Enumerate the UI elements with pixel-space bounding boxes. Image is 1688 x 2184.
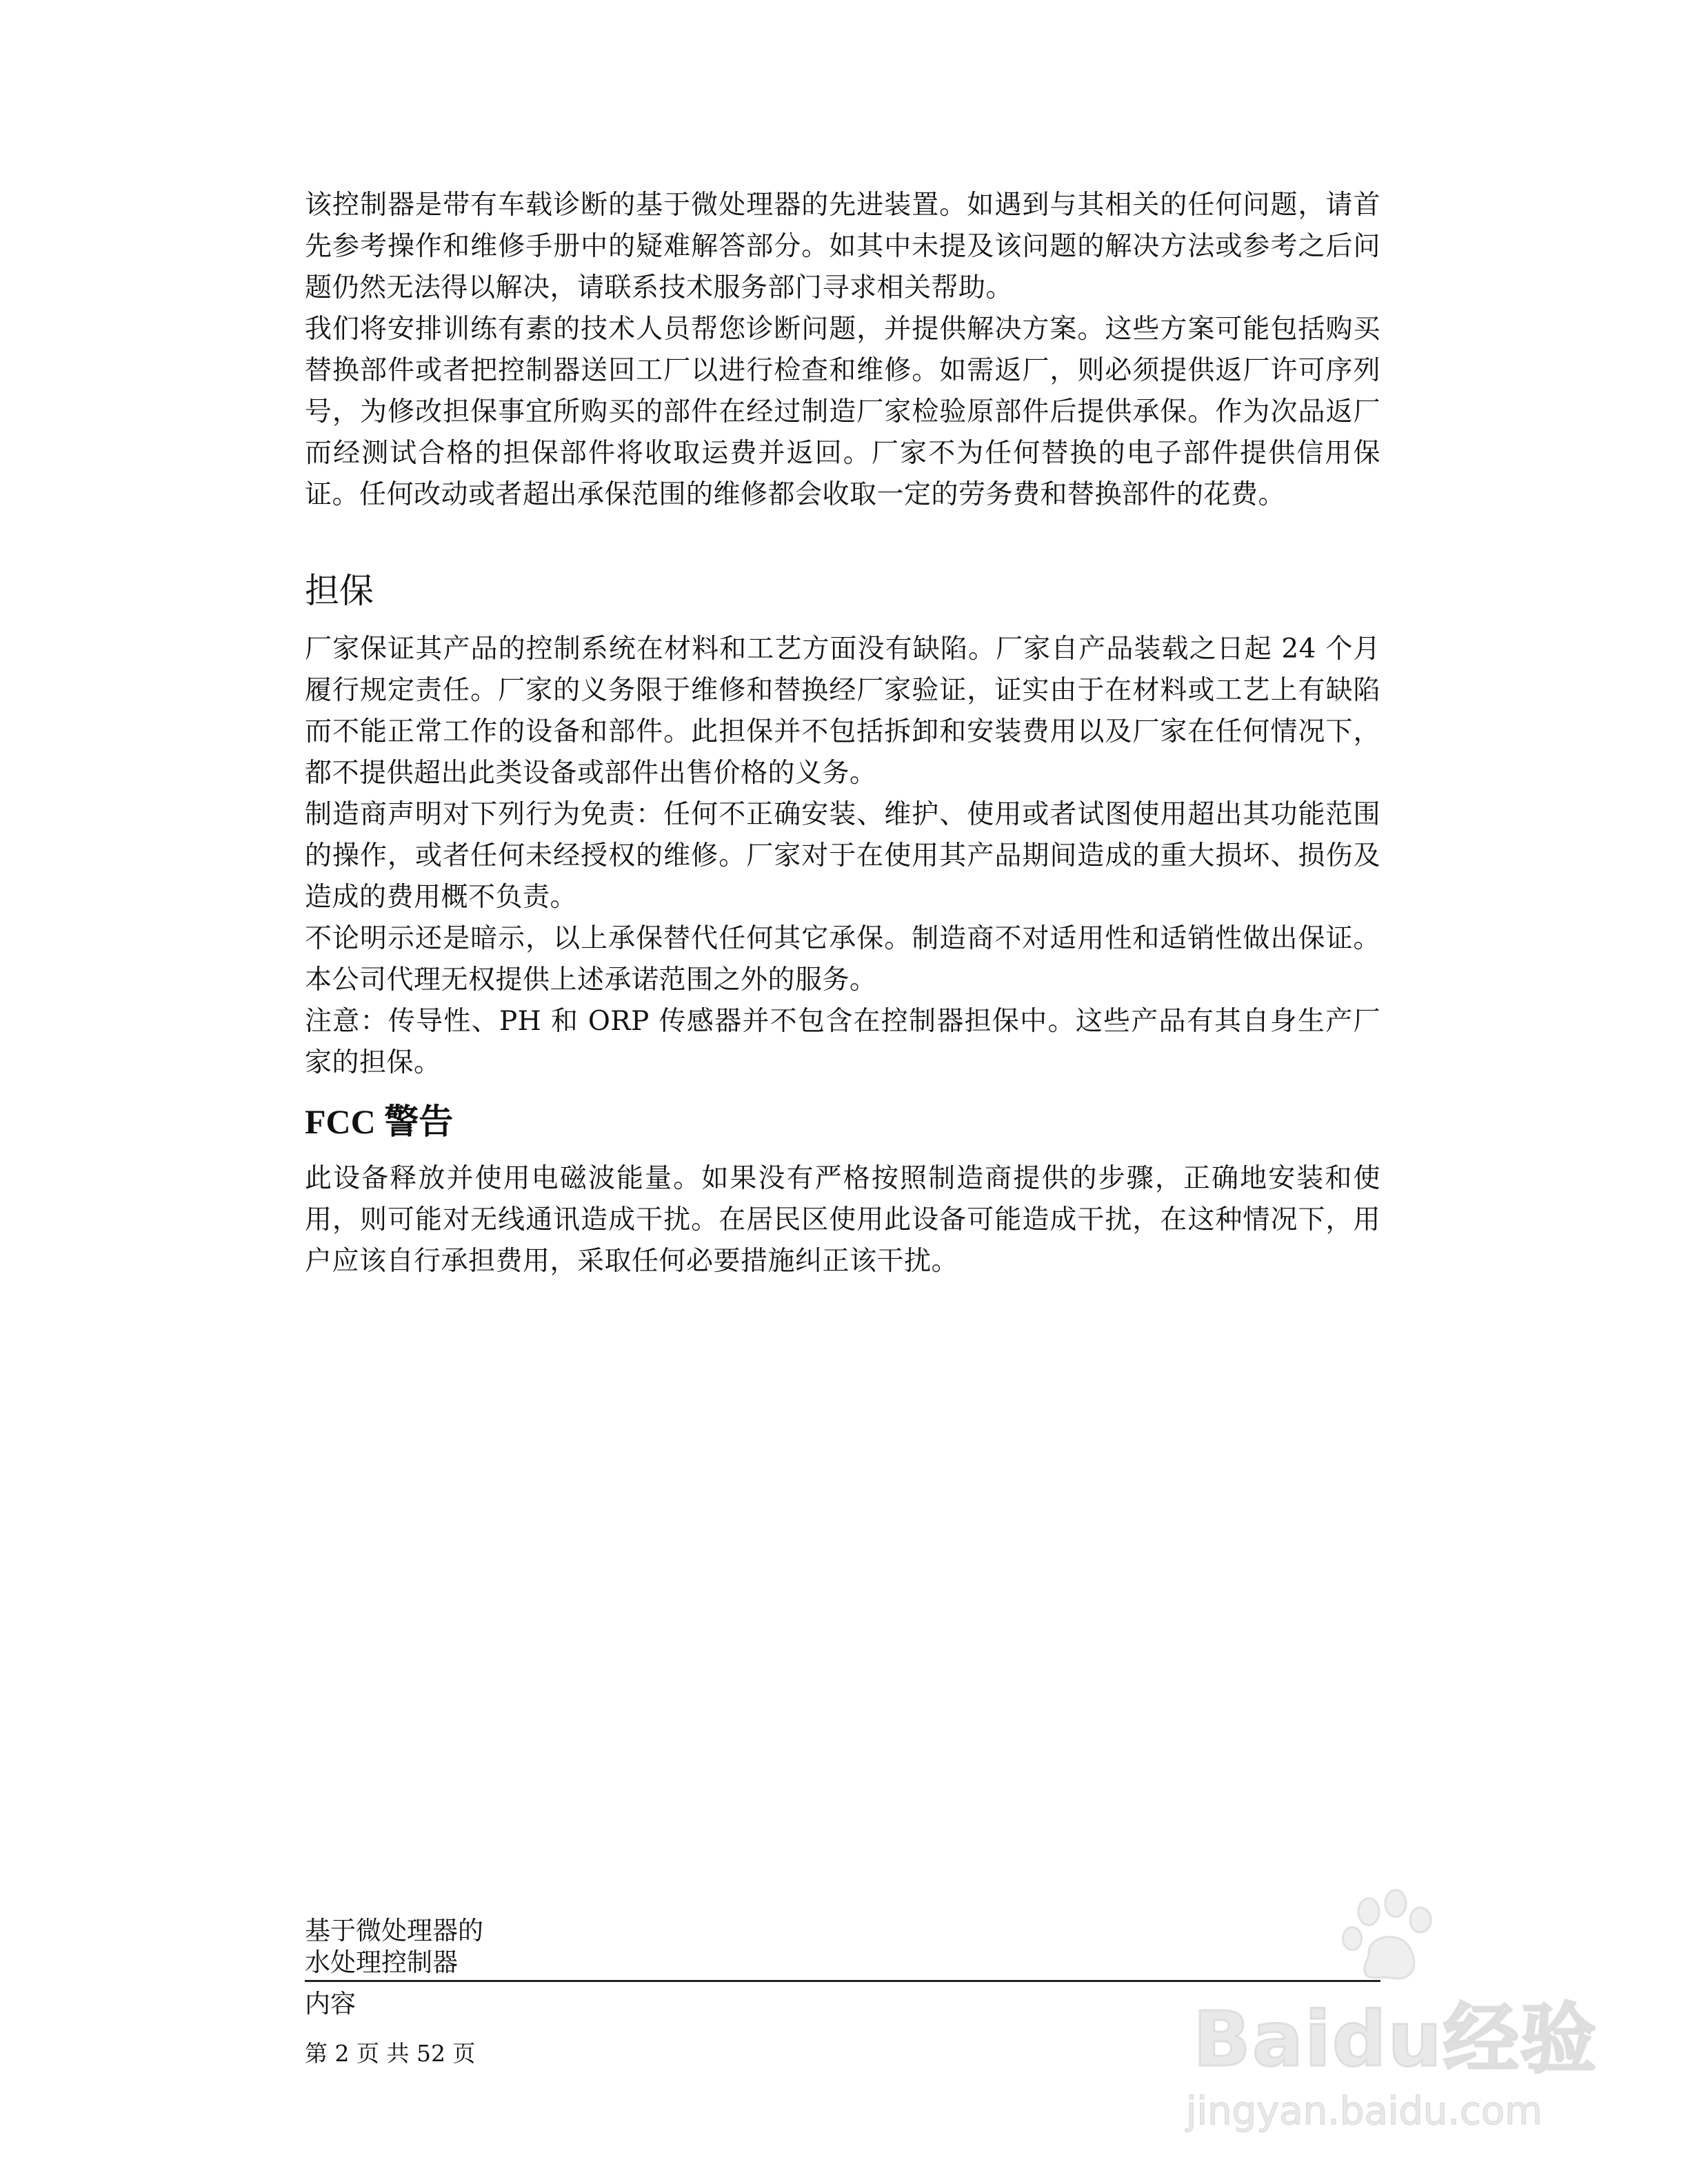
intro-paragraph-1: 该控制器是带有车载诊断的基于微处理器的先进装置。如遇到与其相关的任何问题，请首先参考操作和维修手册中的疑难解答部分。如其中未提及该问题的解决方法或参考之后问题仍然无法得以解决，请联系技术服务部门寻求相关帮助。 — [305, 190, 1380, 303]
footer-section-label: 内容 — [305, 1989, 356, 2019]
footer-title-line-2: 水处理控制器 — [305, 1948, 458, 1977]
warranty-paragraph-3: 不论明示还是暗示，以上承保替代任何其它承保。制造商不对适用性和适销性做出保证。本公司代理无权提供上述承诺范围之外的服务。 — [305, 923, 1380, 995]
watermark-url: jingyan.baidu.com — [1186, 2089, 1543, 2134]
main-content — [305, 185, 1380, 1282]
section-spacer — [305, 516, 1380, 567]
warranty-heading: 担保 — [305, 571, 374, 611]
warranty-paragraph-2: 制造商声明对下列行为免责：任何不正确安装、维护、使用或者试图使用超出其功能范围的操作，或者任何未经授权的维修。厂家对于在使用其产品期间造成的重大损坏、损伤及造成的费用概不负责。 — [305, 799, 1380, 913]
page-number: 第 2 页 共 52 页 — [305, 2040, 476, 2067]
section-spacer — [305, 1084, 1380, 1098]
baidu-watermark — [1172, 1889, 1655, 2165]
fcc-paragraph: 此设备释放并使用电磁波能量。如果没有严格按照制造商提供的步骤，正确地安装和使用，则可能对无线通讯造成干扰。在居民区使用此设备可能造成干扰，在这种情况下，用户应该自行承担费用，采取任何必要措施纠正该干扰。 — [305, 1163, 1380, 1277]
fcc-heading: FCC 警告 — [305, 1102, 454, 1141]
warranty-paragraph-1: 厂家保证其产品的控制系统在材料和工艺方面没有缺陷。厂家自产品装载之日起 24 个月履行规定责任。厂家的义务限于维修和替换经厂家验证，证实由于在材料或工艺上有缺陷而不能正常工作的设备和部件。此担保并不包括拆卸和安装费用以及厂家在任何情况下，都不提供超出此类设备或部件出售价格的义务。 — [305, 634, 1380, 789]
baidu-paw-icon — [1338, 1889, 1441, 1992]
intro-paragraph-2: 我们将安排训练有素的技术人员帮您诊断问题，并提供解决方案。这些方案可能包括购买替换部件或者把控制器送回工厂以进行检查和维修。如需返厂，则必须提供返厂许可序列号，为修改担保事宜所购买的部件在经过制造厂家检验原部件后提供承保。作为次品返厂而经测试合格的担保部件将收取运费并返回。厂家不为任何替换的电子部件提供信用保证。任何改动或者超出承保范围的维修都会收取一定的劳务费和替换部件的花费。 — [305, 314, 1380, 510]
footer-title-line-1: 基于微处理器的 — [305, 1916, 483, 1945]
warranty-paragraph-4: 注意：传导性、PH 和 ORP 传感器并不包含在控制器担保中。这些产品有其自身生产厂家的担保。 — [305, 1006, 1380, 1078]
watermark-brand: Baidu经验 — [1193, 1995, 1598, 2083]
